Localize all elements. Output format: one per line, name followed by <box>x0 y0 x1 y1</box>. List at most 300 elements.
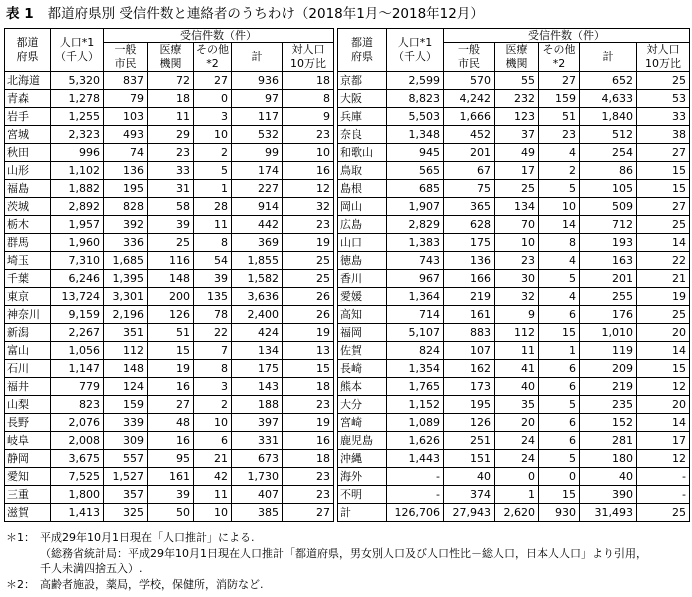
cell-medical: 161 <box>148 468 194 486</box>
cell-total: 407 <box>232 486 283 504</box>
cell-general: 112 <box>104 342 148 360</box>
cell-total: 442 <box>232 216 283 234</box>
cell-pop: 1,255 <box>51 108 104 126</box>
cell-pop: 823 <box>51 396 104 414</box>
cell-total: 512 <box>580 126 637 144</box>
cell-per: 25 <box>283 270 334 288</box>
cell-medical: 25 <box>148 234 194 252</box>
cell-general: 374 <box>444 486 495 504</box>
footnote-line <box>6 561 647 577</box>
cell-pref: 高知 <box>338 306 387 324</box>
cell-pop: 714 <box>387 306 444 324</box>
footnote-text: 高齢者施設，薬局，学校，保健所，消防など. <box>40 577 264 591</box>
cell-per: 12 <box>283 180 334 198</box>
cell-pop: 996 <box>51 144 104 162</box>
cell-per: 14 <box>637 414 690 432</box>
cell-total: 254 <box>580 144 637 162</box>
table-row <box>338 342 690 360</box>
cell-per: 19 <box>637 288 690 306</box>
cell-per: 38 <box>637 126 690 144</box>
table-right <box>337 28 690 522</box>
cell-pop: 1,102 <box>51 162 104 180</box>
cell-medical: 10 <box>495 234 539 252</box>
cell-pop: 1,443 <box>387 450 444 468</box>
cell-other: 4 <box>539 288 580 306</box>
cell-general: 27,943 <box>444 504 495 522</box>
cell-pref: 島根 <box>338 180 387 198</box>
cell-pref: 滋賀 <box>5 504 51 522</box>
footnote-text: 千人未満四捨五入）. <box>40 562 143 575</box>
cell-other: 10 <box>194 126 232 144</box>
cell-general: 74 <box>104 144 148 162</box>
cell-pref: 福島 <box>5 180 51 198</box>
cell-other: 6 <box>539 378 580 396</box>
cell-pop: 5,107 <box>387 324 444 342</box>
cell-pop: 1,056 <box>51 342 104 360</box>
cell-medical: 51 <box>148 324 194 342</box>
cell-per: 22 <box>637 252 690 270</box>
cell-pref: 千葉 <box>5 270 51 288</box>
cell-total: 235 <box>580 396 637 414</box>
cell-pref: 青森 <box>5 90 51 108</box>
cell-pref: 栃木 <box>5 216 51 234</box>
cell-total: 1,730 <box>232 468 283 486</box>
cell-total: 193 <box>580 234 637 252</box>
cell-other: 27 <box>194 72 232 90</box>
cell-total: 174 <box>232 162 283 180</box>
cell-pop: 1,354 <box>387 360 444 378</box>
cell-general: 175 <box>444 234 495 252</box>
cell-total: 281 <box>580 432 637 450</box>
cell-pop: 3,675 <box>51 450 104 468</box>
cell-per: 25 <box>637 504 690 522</box>
table-row <box>5 396 334 414</box>
cell-medical: 20 <box>495 414 539 432</box>
cell-pref: 福井 <box>5 378 51 396</box>
cell-general: 161 <box>444 306 495 324</box>
cell-pref: 長崎 <box>338 360 387 378</box>
table-row <box>338 270 690 288</box>
cell-total: 385 <box>232 504 283 522</box>
cell-other: 2 <box>539 162 580 180</box>
table-row <box>338 432 690 450</box>
table-row <box>338 126 690 144</box>
cell-pref: 京都 <box>338 72 387 90</box>
table-row <box>5 378 334 396</box>
cell-medical: 41 <box>495 360 539 378</box>
header-other: その他 *2 <box>539 43 580 72</box>
cell-other: 22 <box>194 324 232 342</box>
cell-medical: 25 <box>495 180 539 198</box>
cell-medical: 11 <box>148 108 194 126</box>
cell-medical: 134 <box>495 198 539 216</box>
header-other: その他 *2 <box>194 43 232 72</box>
cell-general: 452 <box>444 126 495 144</box>
cell-other: 10 <box>539 198 580 216</box>
cell-other: 54 <box>194 252 232 270</box>
cell-general: 4,242 <box>444 90 495 108</box>
table-row <box>5 234 334 252</box>
cell-pop: 2,076 <box>51 414 104 432</box>
cell-pop: 1,960 <box>51 234 104 252</box>
cell-per: 12 <box>637 378 690 396</box>
cell-pop: 1,364 <box>387 288 444 306</box>
cell-total: 1,010 <box>580 324 637 342</box>
cell-pop: 2,892 <box>51 198 104 216</box>
cell-other: 135 <box>194 288 232 306</box>
cell-per: 15 <box>637 162 690 180</box>
cell-total: 119 <box>580 342 637 360</box>
table-row <box>338 288 690 306</box>
cell-per: - <box>637 468 690 486</box>
cell-per: 17 <box>637 432 690 450</box>
table-row <box>5 450 334 468</box>
cell-general: 570 <box>444 72 495 90</box>
cell-general: 173 <box>444 378 495 396</box>
table-row <box>5 180 334 198</box>
header-general-public: 一般 市民 <box>104 43 148 72</box>
cell-general: 3,301 <box>104 288 148 306</box>
cell-medical: 49 <box>495 144 539 162</box>
cell-pop: 1,348 <box>387 126 444 144</box>
cell-total: 424 <box>232 324 283 342</box>
cell-per: 15 <box>637 360 690 378</box>
cell-total: 397 <box>232 414 283 432</box>
footnotes <box>6 530 647 592</box>
header-population: 人口*1 （千人） <box>387 29 444 72</box>
cell-pop: 1,907 <box>387 198 444 216</box>
cell-pop: 1,147 <box>51 360 104 378</box>
cell-general: 351 <box>104 324 148 342</box>
cell-total: 2,400 <box>232 306 283 324</box>
cell-general: 1,685 <box>104 252 148 270</box>
cell-pref: 香川 <box>338 270 387 288</box>
cell-other: 5 <box>539 396 580 414</box>
table-row <box>5 90 334 108</box>
cell-medical: 27 <box>148 396 194 414</box>
cell-per: 32 <box>283 198 334 216</box>
cell-general: 309 <box>104 432 148 450</box>
cell-pref: 秋田 <box>5 144 51 162</box>
header-total: 計 <box>232 43 283 72</box>
cell-per: 8 <box>283 90 334 108</box>
cell-general: 837 <box>104 72 148 90</box>
cell-pref: 東京 <box>5 288 51 306</box>
cell-other: 11 <box>194 486 232 504</box>
cell-per: 20 <box>637 324 690 342</box>
table-row <box>5 342 334 360</box>
cell-general: 557 <box>104 450 148 468</box>
cell-general: 124 <box>104 378 148 396</box>
cell-per: 25 <box>637 216 690 234</box>
table-body-right <box>338 72 690 522</box>
header-prefecture: 都道 府県 <box>338 29 387 72</box>
cell-pref: 岐阜 <box>5 432 51 450</box>
cell-per: 19 <box>283 414 334 432</box>
cell-pref: 宮城 <box>5 126 51 144</box>
header-total: 計 <box>580 43 637 72</box>
cell-general: 162 <box>444 360 495 378</box>
cell-other: 23 <box>539 126 580 144</box>
cell-other: 8 <box>539 234 580 252</box>
cell-per: 9 <box>283 108 334 126</box>
cell-total: 105 <box>580 180 637 198</box>
table-row <box>5 198 334 216</box>
cell-other: 28 <box>194 198 232 216</box>
cell-general: 126 <box>444 414 495 432</box>
cell-total: 152 <box>580 414 637 432</box>
cell-medical: 112 <box>495 324 539 342</box>
table-row <box>5 432 334 450</box>
cell-total: 1,840 <box>580 108 637 126</box>
table-row <box>338 378 690 396</box>
cell-total: 175 <box>232 360 283 378</box>
table-row <box>5 72 334 90</box>
table-row <box>338 504 690 522</box>
cell-pref: 愛媛 <box>338 288 387 306</box>
cell-total: 188 <box>232 396 283 414</box>
cell-other: 21 <box>194 450 232 468</box>
cell-total: 180 <box>580 450 637 468</box>
cell-per: 25 <box>283 252 334 270</box>
cell-general: 159 <box>104 396 148 414</box>
cell-general: 195 <box>104 180 148 198</box>
cell-per: 19 <box>283 324 334 342</box>
cell-total: 390 <box>580 486 637 504</box>
cell-pref: 鹿児島 <box>338 432 387 450</box>
cell-per: 26 <box>283 288 334 306</box>
cell-pop: - <box>387 468 444 486</box>
cell-per: 27 <box>637 198 690 216</box>
cell-general: 151 <box>444 450 495 468</box>
cell-pop: 779 <box>51 378 104 396</box>
cell-other: 27 <box>539 72 580 90</box>
table-row <box>5 504 334 522</box>
cell-medical: 23 <box>495 252 539 270</box>
cell-other: 4 <box>539 144 580 162</box>
cell-total: 40 <box>580 468 637 486</box>
cell-other: 6 <box>539 432 580 450</box>
cell-pop: 1,626 <box>387 432 444 450</box>
cell-total: 1,582 <box>232 270 283 288</box>
cell-per: 27 <box>283 504 334 522</box>
cell-per: 10 <box>283 144 334 162</box>
cell-general: 493 <box>104 126 148 144</box>
cell-other: 5 <box>539 270 580 288</box>
table-caption: 都道府県別 受信件数と連絡者のうちわけ（2018年1月～2018年12月） <box>47 6 484 22</box>
cell-other: 1 <box>539 342 580 360</box>
header-per-100k: 対人口 10万比 <box>637 43 690 72</box>
cell-total: 914 <box>232 198 283 216</box>
cell-pref: 和歌山 <box>338 144 387 162</box>
cell-medical: 39 <box>148 216 194 234</box>
cell-medical: 32 <box>495 288 539 306</box>
cell-other: 15 <box>539 486 580 504</box>
cell-pop: 6,246 <box>51 270 104 288</box>
cell-per: 25 <box>637 72 690 90</box>
table-row <box>5 414 334 432</box>
cell-per: 23 <box>283 396 334 414</box>
cell-total: 97 <box>232 90 283 108</box>
cell-pop: 126,706 <box>387 504 444 522</box>
cell-pop: 967 <box>387 270 444 288</box>
header-received-count: 受信件数（件） <box>444 29 690 43</box>
cell-general: 828 <box>104 198 148 216</box>
cell-general: 136 <box>444 252 495 270</box>
cell-medical: 72 <box>148 72 194 90</box>
cell-medical: 15 <box>148 342 194 360</box>
footnote-line <box>6 546 647 562</box>
cell-pref: 宮崎 <box>338 414 387 432</box>
cell-general: 148 <box>104 360 148 378</box>
cell-pref: 山梨 <box>5 396 51 414</box>
table-row <box>338 162 690 180</box>
cell-per: 25 <box>637 306 690 324</box>
cell-total: 143 <box>232 378 283 396</box>
table-body-left <box>5 72 334 522</box>
cell-medical: 39 <box>148 486 194 504</box>
cell-pop: 1,800 <box>51 486 104 504</box>
cell-other: 5 <box>194 162 232 180</box>
table-row <box>5 270 334 288</box>
cell-medical: 0 <box>495 468 539 486</box>
cell-per: 26 <box>283 306 334 324</box>
cell-pop: 1,413 <box>51 504 104 522</box>
cell-total: 4,633 <box>580 90 637 108</box>
table-header-left <box>5 29 334 72</box>
cell-pop: 9,159 <box>51 306 104 324</box>
table-row <box>338 216 690 234</box>
cell-total: 201 <box>580 270 637 288</box>
cell-medical: 16 <box>148 432 194 450</box>
cell-pref: 岩手 <box>5 108 51 126</box>
cell-other: 3 <box>194 108 232 126</box>
table-row <box>338 72 690 90</box>
cell-general: 628 <box>444 216 495 234</box>
cell-total: 369 <box>232 234 283 252</box>
cell-per: 12 <box>637 450 690 468</box>
cell-per: 13 <box>283 342 334 360</box>
cell-pop: 7,310 <box>51 252 104 270</box>
cell-medical: 70 <box>495 216 539 234</box>
cell-pref: 新潟 <box>5 324 51 342</box>
footnote-text: 平成29年10月1日現在「人口推計」による. <box>40 531 255 544</box>
cell-other: 7 <box>194 342 232 360</box>
table-row <box>5 324 334 342</box>
cell-medical: 2,620 <box>495 504 539 522</box>
table-row <box>338 414 690 432</box>
table-row <box>5 216 334 234</box>
cell-pref: 三重 <box>5 486 51 504</box>
cell-pop: 2,599 <box>387 72 444 90</box>
cell-pref: 埼玉 <box>5 252 51 270</box>
cell-general: 1,395 <box>104 270 148 288</box>
cell-pref: 大阪 <box>338 90 387 108</box>
cell-pop: 565 <box>387 162 444 180</box>
table-row <box>338 144 690 162</box>
cell-pref: 山形 <box>5 162 51 180</box>
cell-pref: 愛知 <box>5 468 51 486</box>
cell-total: 936 <box>232 72 283 90</box>
cell-pref: 兵庫 <box>338 108 387 126</box>
cell-medical: 9 <box>495 306 539 324</box>
cell-other: 42 <box>194 468 232 486</box>
cell-medical: 35 <box>495 396 539 414</box>
header-received-count: 受信件数（件） <box>104 29 334 43</box>
cell-total: 99 <box>232 144 283 162</box>
cell-medical: 148 <box>148 270 194 288</box>
cell-per: 18 <box>283 450 334 468</box>
cell-other: 10 <box>194 504 232 522</box>
table-row <box>338 450 690 468</box>
cell-medical: 24 <box>495 432 539 450</box>
footnote-mark: ＊1： <box>6 531 35 544</box>
cell-total: 176 <box>580 306 637 324</box>
cell-general: 1,527 <box>104 468 148 486</box>
cell-pref: 熊本 <box>338 378 387 396</box>
cell-other: 0 <box>539 468 580 486</box>
table-row <box>5 252 334 270</box>
header-medical: 医療 機関 <box>148 43 194 72</box>
cell-total: 712 <box>580 216 637 234</box>
cell-general: 79 <box>104 90 148 108</box>
cell-pref: 茨城 <box>5 198 51 216</box>
cell-medical: 23 <box>148 144 194 162</box>
cell-pref: 徳島 <box>338 252 387 270</box>
table-row <box>5 468 334 486</box>
cell-total: 331 <box>232 432 283 450</box>
table-row <box>338 108 690 126</box>
cell-per: 21 <box>637 270 690 288</box>
cell-general: 325 <box>104 504 148 522</box>
table-row <box>338 234 690 252</box>
table-row <box>338 90 690 108</box>
table-header-right <box>338 29 690 72</box>
cell-per: 53 <box>637 90 690 108</box>
cell-medical: 123 <box>495 108 539 126</box>
cell-pref: 大分 <box>338 396 387 414</box>
header-medical: 医療 機関 <box>495 43 539 72</box>
cell-total: 1,855 <box>232 252 283 270</box>
cell-pref: 北海道 <box>5 72 51 90</box>
cell-general: 1,666 <box>444 108 495 126</box>
cell-per: 16 <box>283 162 334 180</box>
table-row <box>5 486 334 504</box>
cell-pop: 2,323 <box>51 126 104 144</box>
cell-pref: 岡山 <box>338 198 387 216</box>
header-population: 人口*1 （千人） <box>51 29 104 72</box>
cell-general: 219 <box>444 288 495 306</box>
cell-pop: 2,267 <box>51 324 104 342</box>
cell-general: 40 <box>444 468 495 486</box>
cell-pop: 1,278 <box>51 90 104 108</box>
cell-pop: 824 <box>387 342 444 360</box>
footnote-mark: ＊2： <box>6 577 35 591</box>
cell-medical: 19 <box>148 360 194 378</box>
cell-medical: 24 <box>495 450 539 468</box>
cell-per: 14 <box>637 234 690 252</box>
cell-medical: 232 <box>495 90 539 108</box>
cell-other: 8 <box>194 234 232 252</box>
table-row <box>5 144 334 162</box>
table-number: 表 1 <box>6 6 34 22</box>
cell-total: 673 <box>232 450 283 468</box>
cell-medical: 16 <box>148 378 194 396</box>
table-row <box>338 252 690 270</box>
cell-pop: 5,320 <box>51 72 104 90</box>
table-row <box>338 396 690 414</box>
cell-per: 19 <box>283 234 334 252</box>
